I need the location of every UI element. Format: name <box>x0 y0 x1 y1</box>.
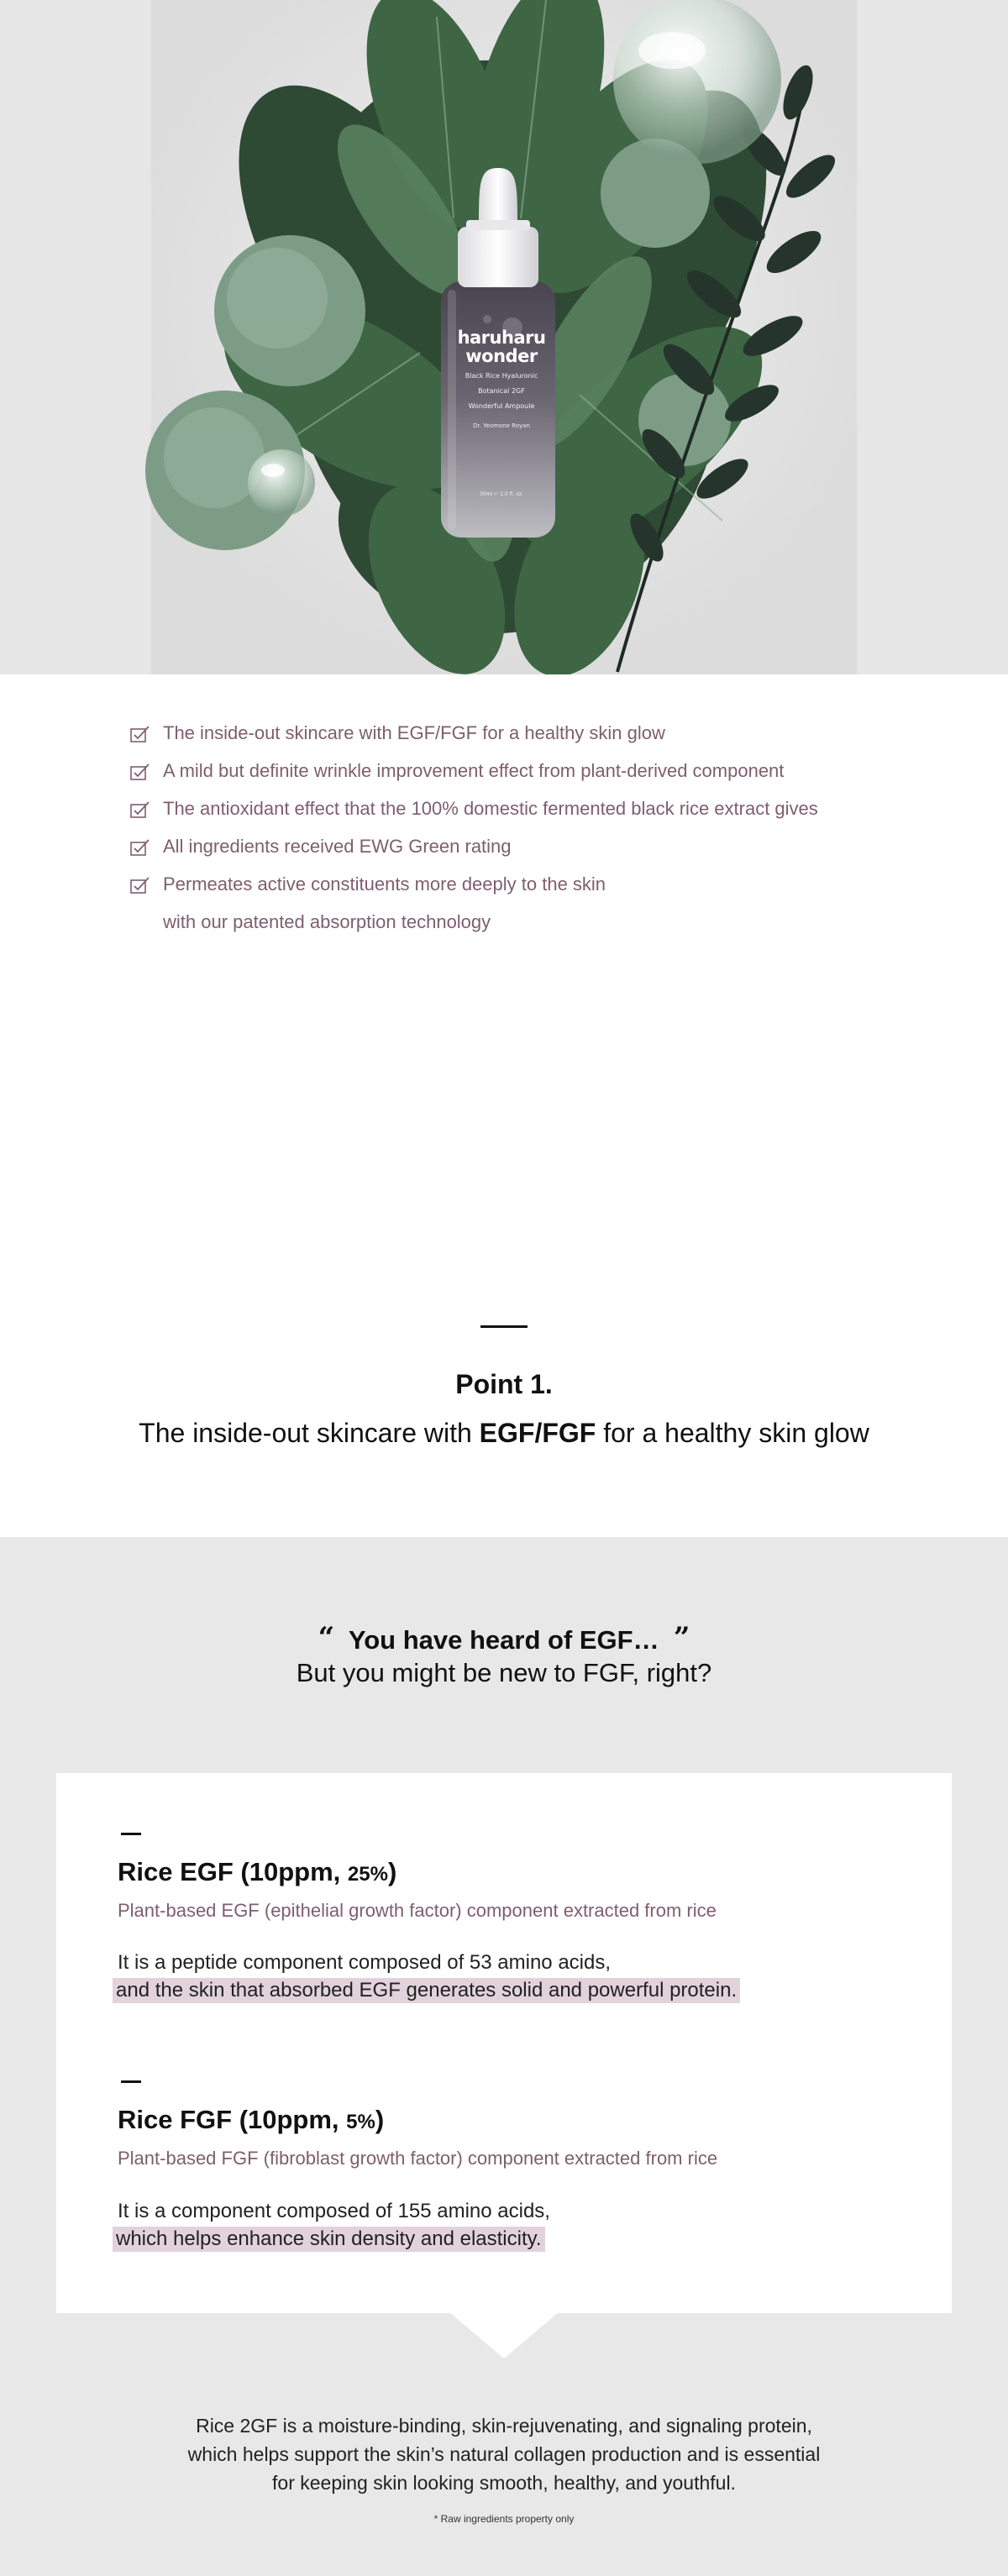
card-pointer <box>449 2312 559 2358</box>
benefit-text: The antioxidant effect that the 100% domestic fermented black rice extract gives <box>163 798 818 819</box>
checkbox-icon <box>130 801 150 818</box>
summary-line: for keeping skin looking smooth, healthy, and youthful. <box>272 2472 736 2494</box>
list-item <box>130 790 937 827</box>
fgf-highlight: which helps enhance skin density and elasticity. <box>113 2227 545 2252</box>
benefit-text: The inside-out skincare with EGF/FGF for a healthy skin glow <box>163 722 665 743</box>
egf-title-percent: 25% <box>347 1863 388 1886</box>
fgf-body: It is a component composed of 155 amino acids, <box>118 2200 550 2222</box>
benefit-text: A mild but definite wrinkle improvement effect from plant-derived component <box>163 760 785 781</box>
brand-name-line1: haruharu <box>457 328 546 348</box>
fgf-title-end: ) <box>375 2105 385 2134</box>
brand-name-line2: wonder <box>465 346 538 366</box>
point-subtitle-part: The inside-out skincare with <box>139 1418 480 1448</box>
checkbox-icon <box>130 877 150 894</box>
summary-line: which helps support the skin’s natural collagen production and is essential <box>187 2443 821 2465</box>
product-name-line3: Wonderful Ampoule <box>468 402 535 410</box>
list-item <box>130 827 937 865</box>
hero-product-image <box>0 0 1008 674</box>
point-subtitle <box>0 1418 1008 1449</box>
footnote: * Raw ingredients property only <box>433 2513 575 2525</box>
list-item <box>130 714 937 752</box>
list-item <box>130 752 937 790</box>
benefit-text: All ingredients received EWG Green rating <box>163 836 512 857</box>
egf-title-end: ) <box>387 1857 397 1886</box>
egf-description: Plant-based EGF (epithelial growth factor) component extracted from rice <box>118 1900 717 1921</box>
fgf-title-text: Rice FGF (10ppm, <box>118 2105 347 2134</box>
product-doctor: Dr. Yeomone Royan <box>473 422 530 429</box>
egf-title-text: Rice EGF (10ppm, <box>118 1857 348 1886</box>
fgf-title <box>118 2105 384 2135</box>
close-quote-icon: ” <box>673 1621 690 1655</box>
egf-body: It is a peptide component composed of 53 amino acids, <box>118 1951 612 1974</box>
summary-text <box>0 2411 1008 2497</box>
egf-title <box>118 1857 396 1887</box>
point-subtitle-emphasis: EGF/FGF <box>479 1418 596 1448</box>
product-name-line2: Botanical 2GF <box>478 387 525 395</box>
section-divider <box>480 1325 528 1328</box>
benefit-text-continuation: with our patented absorption technology <box>163 911 491 932</box>
list-item <box>130 865 937 903</box>
benefit-text: Permeates active constituents more deeply to the skin <box>163 874 606 895</box>
open-quote-icon: “ <box>318 1621 335 1655</box>
ingredients-card <box>56 1773 952 2313</box>
product-name-line1: Black Rice Hyaluronic <box>465 372 538 380</box>
quote-heading <box>0 1621 1008 1655</box>
point-title: Point 1. <box>455 1369 553 1399</box>
fgf-title-percent: 5% <box>346 2111 375 2133</box>
point-subtitle-part: for a healthy skin glow <box>596 1418 869 1448</box>
summary-line: Rice 2GF is a moisture-binding, skin-rejuvenating, and signaling protein, <box>196 2415 812 2437</box>
checkbox-icon <box>130 839 150 856</box>
checkbox-icon <box>130 763 150 780</box>
section-divider <box>121 2080 141 2083</box>
egf-highlight: and the skin that absorbed EGF generates solid and powerful protein. <box>113 1978 740 2003</box>
quote-subheading: But you might be new to FGF, right? <box>296 1658 712 1687</box>
checkbox-icon <box>130 726 150 742</box>
bottle-label <box>447 329 556 497</box>
quote-heading-text: You have heard of EGF… <box>348 1625 659 1655</box>
benefits-checklist <box>130 714 937 941</box>
fgf-description: Plant-based FGF (fibroblast growth factor) component extracted from rice <box>118 2148 718 2169</box>
section-divider <box>121 1833 141 1835</box>
product-volume: 30ml ℮ 1.0 fl. oz. <box>480 491 523 497</box>
